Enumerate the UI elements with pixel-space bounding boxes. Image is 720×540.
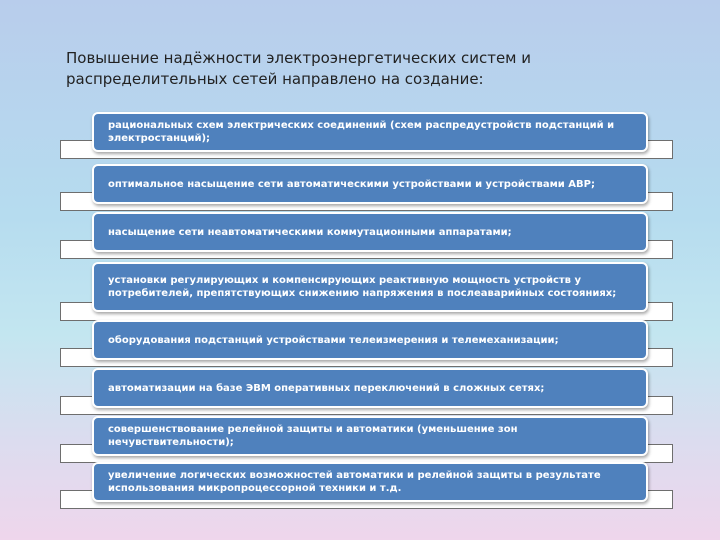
item-box bbox=[92, 112, 648, 152]
item-box bbox=[92, 368, 648, 408]
item-text: установки регулирующих и компенсирующих реактивную мощность устройств у потребителей, препятствующих снижению напряжения в послеаварийных состояниях; bbox=[108, 275, 617, 299]
list-item bbox=[60, 368, 673, 412]
item-box bbox=[92, 212, 648, 252]
item-box bbox=[92, 416, 648, 456]
item-text: насыщение сети неавтоматическими коммутационными аппаратами; bbox=[108, 226, 512, 238]
item-box bbox=[92, 164, 648, 204]
page-heading: Повышение надёжности электроэнергетических систем и распределительных сетей направлено на создание: bbox=[66, 49, 532, 88]
list-item bbox=[60, 212, 673, 256]
list-item bbox=[60, 262, 673, 318]
item-text: рациональных схем электрических соединений (схем распредустройств подстанций и электростанций); bbox=[108, 120, 615, 144]
item-box bbox=[92, 462, 648, 502]
list-item bbox=[60, 416, 673, 460]
item-text: оборудования подстанций устройствами телеизмерения и телемеханизации; bbox=[108, 334, 559, 346]
item-text: совершенствование релейной защиты и автоматики (уменьшение зон нечувствительности); bbox=[108, 424, 518, 448]
item-text: автоматизации на базе ЭВМ оперативных переключений в сложных сетях; bbox=[108, 382, 545, 394]
list-item bbox=[60, 164, 673, 208]
list-item bbox=[60, 462, 673, 506]
item-box bbox=[92, 320, 648, 360]
item-text: увеличение логических возможностей автоматики и релейной защиты в результате использования микропроцессорной техники и т.д. bbox=[108, 470, 601, 494]
item-box bbox=[92, 262, 648, 312]
item-text: оптимальное насыщение сети автоматическими устройствами и устройствами АВР; bbox=[108, 178, 595, 190]
list-item bbox=[60, 112, 673, 156]
list-item bbox=[60, 320, 673, 364]
